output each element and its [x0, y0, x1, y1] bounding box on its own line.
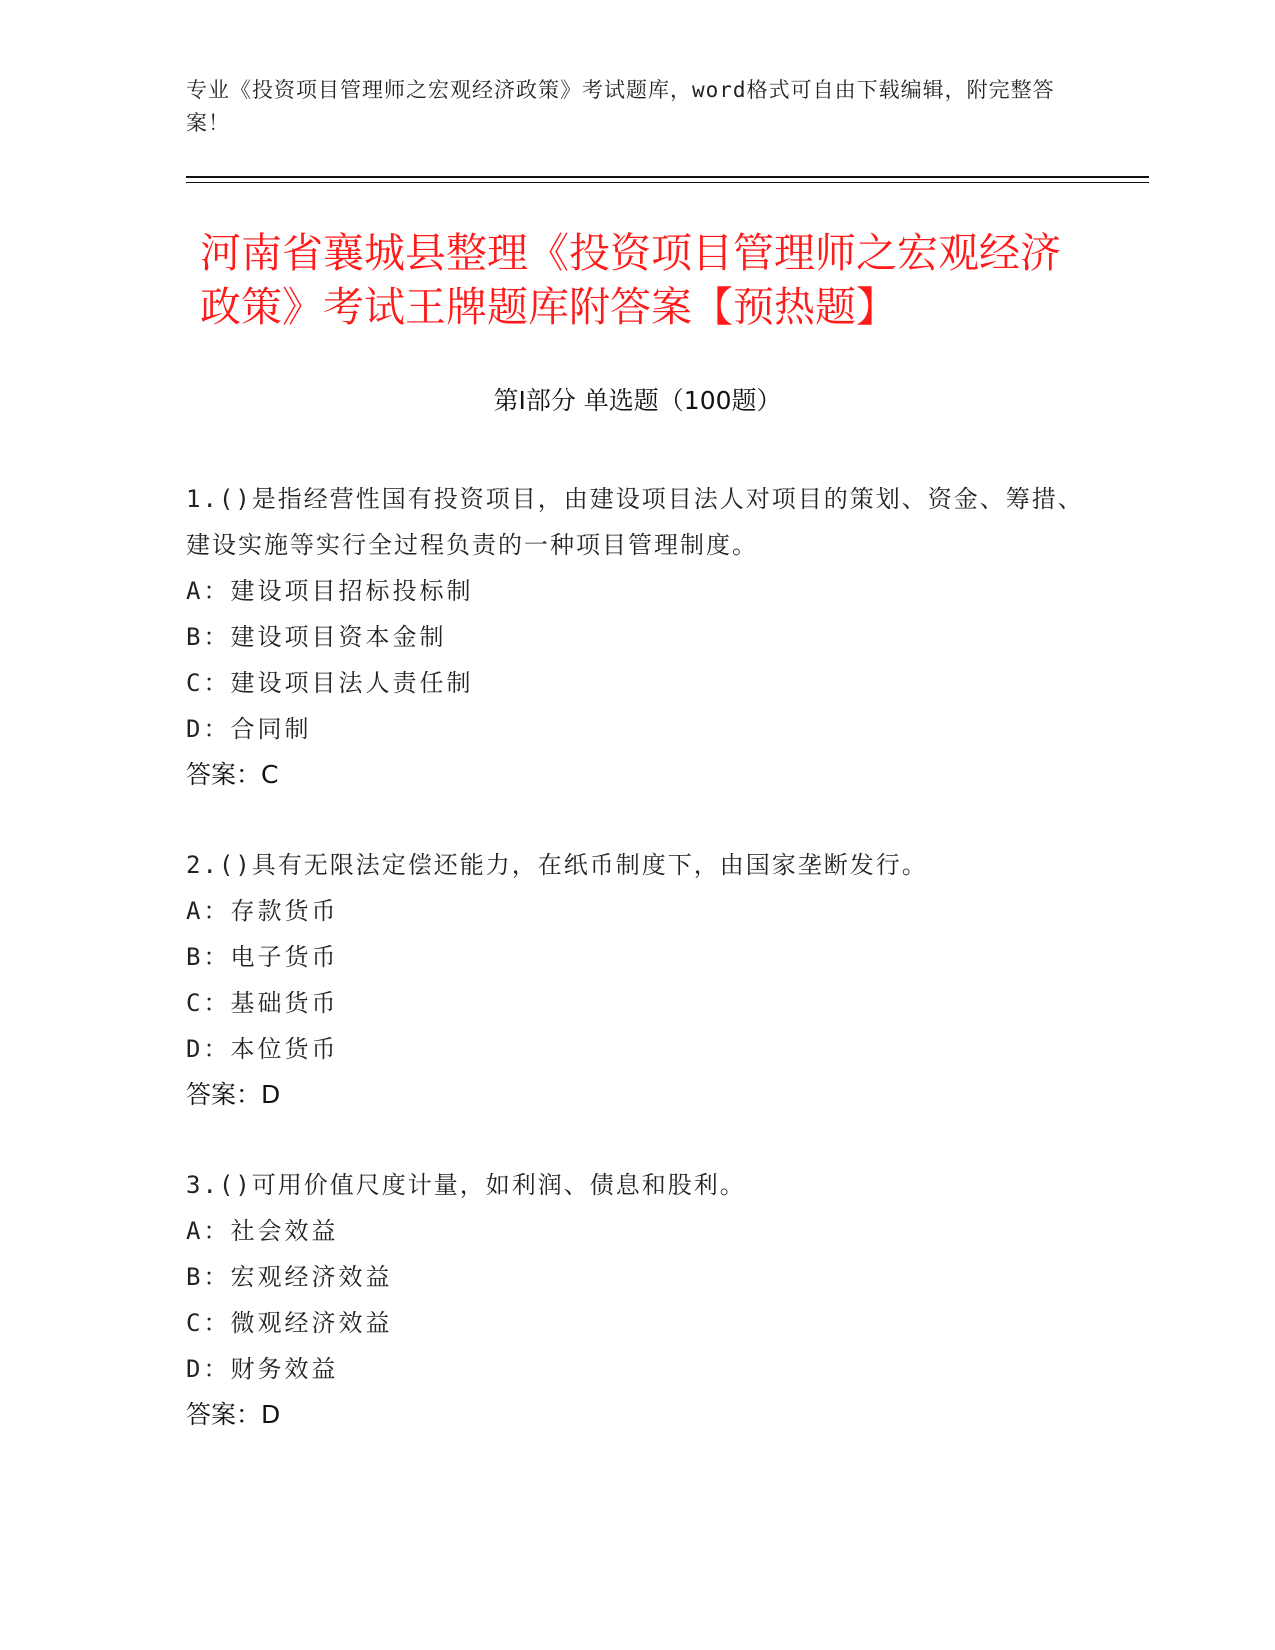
- question-text: 1.()是指经营性国有投资项目，由建设项目法人对项目的策划、资金、筹措、建设实施等实行全过程负责的一种项目管理制度。: [186, 485, 1084, 559]
- option-a: A：社会效益: [186, 1217, 339, 1245]
- option-a: A：建设项目招标投标制: [186, 577, 474, 605]
- option-d: D：本位货币: [186, 1035, 339, 1063]
- option-b: B：建设项目资本金制: [186, 623, 447, 651]
- section-title: 第Ⅰ部分 单选题（100题）: [493, 386, 782, 415]
- header-note: 专业《投资项目管理师之宏观经济政策》考试题库，word格式可自由下载编辑，附完整答案！: [186, 78, 1055, 135]
- question-block: [186, 476, 1086, 798]
- answer-label: 答案：C: [186, 760, 279, 789]
- question-text: 2.()具有无限法定偿还能力，在纸币制度下，由国家垄断发行。: [186, 851, 928, 879]
- option-a: A：存款货币: [186, 897, 339, 925]
- option-b: B：宏观经济效益: [186, 1263, 393, 1291]
- question-block: [186, 1162, 1086, 1438]
- option-d: D：财务效益: [186, 1355, 339, 1383]
- document-title: 河南省襄城县整理《投资项目管理师之宏观经济政策》考试王牌题库附答案【预热题】: [200, 229, 1061, 331]
- question-block: [186, 842, 1086, 1118]
- option-b: B：电子货币: [186, 943, 339, 971]
- header-rule-thin: [186, 182, 1149, 183]
- option-c: C：基础货币: [186, 989, 339, 1017]
- question-text: 3.()可用价值尺度计量，如利润、债息和股利。: [186, 1171, 746, 1199]
- answer-label: 答案：D: [186, 1400, 281, 1429]
- option-c: C：建设项目法人责任制: [186, 669, 474, 697]
- option-d: D：合同制: [186, 715, 312, 743]
- option-c: C：微观经济效益: [186, 1309, 393, 1337]
- header-rule-thick: [186, 176, 1149, 178]
- answer-label: 答案：D: [186, 1080, 281, 1109]
